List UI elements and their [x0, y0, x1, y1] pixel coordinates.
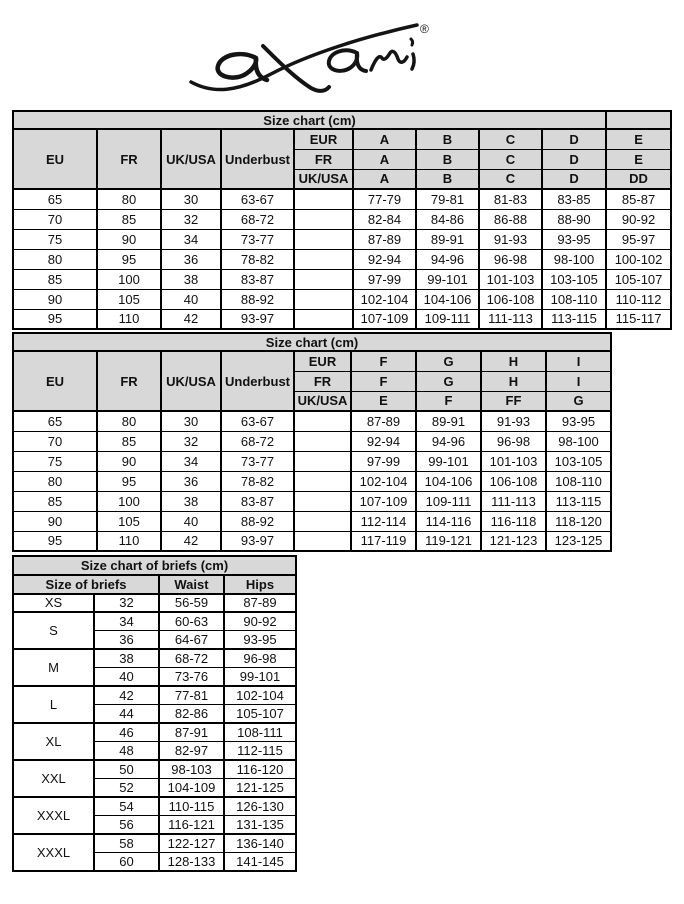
- bust-range-cell: 83-85: [542, 189, 606, 209]
- size-cell: 90: [13, 289, 97, 309]
- briefs-size-row: [13, 834, 296, 853]
- bust-range-cell: 82-84: [353, 209, 416, 229]
- briefs-size-row: [13, 594, 296, 613]
- bust-range-cell: 116-118: [481, 511, 546, 531]
- size-cell: 95: [13, 309, 97, 329]
- table-title: Size chart (cm): [13, 333, 611, 351]
- cup-header: A: [353, 149, 416, 169]
- size-cell: 90: [97, 451, 161, 471]
- briefs-size-number-cell: 36: [94, 631, 159, 650]
- briefs-size-number-cell: 38: [94, 649, 159, 668]
- bra-size-chart-a-e: [12, 110, 672, 330]
- size-cell: 70: [13, 431, 97, 451]
- bust-range-cell: 107-109: [353, 309, 416, 329]
- bust-range-cell: 105-107: [606, 269, 671, 289]
- size-cell: 110: [97, 531, 161, 551]
- bust-range-cell: 121-123: [481, 531, 546, 551]
- hips-range-cell: 99-101: [224, 668, 296, 687]
- briefs-size-row: [13, 649, 296, 668]
- size-cell: 80: [13, 471, 97, 491]
- size-cell: 100: [97, 269, 161, 289]
- cup-header: F: [416, 391, 481, 411]
- hips-range-cell: 112-115: [224, 742, 296, 761]
- size-cell: 70: [13, 209, 97, 229]
- bust-range-cell: 93-95: [542, 229, 606, 249]
- cup-system-label: FR: [294, 149, 353, 169]
- bust-range-cell: 97-99: [353, 269, 416, 289]
- size-cell: 34: [161, 451, 221, 471]
- bust-range-cell: 92-94: [351, 431, 416, 451]
- bust-range-cell: 99-101: [416, 451, 481, 471]
- size-cell: 88-92: [221, 289, 294, 309]
- waist-range-cell: 82-86: [159, 705, 224, 724]
- col-header-underbust: Underbust: [221, 129, 294, 189]
- size-cell: 75: [13, 229, 97, 249]
- briefs-size-row: [13, 760, 296, 779]
- briefs-size-row: [13, 723, 296, 742]
- bust-range-cell: 96-98: [479, 249, 542, 269]
- briefs-size-number-cell: 50: [94, 760, 159, 779]
- col-header-size-of-briefs: Size of briefs: [13, 575, 159, 594]
- bust-range-cell: 102-104: [353, 289, 416, 309]
- bust-range-cell: 94-96: [416, 431, 481, 451]
- bust-range-cell: 93-95: [546, 411, 611, 431]
- col-header-eu: EU: [13, 351, 97, 411]
- size-cell: 93-97: [221, 531, 294, 551]
- hips-range-cell: 90-92: [224, 612, 296, 631]
- hips-range-cell: 121-125: [224, 779, 296, 798]
- bust-range-cell: 106-108: [481, 471, 546, 491]
- cup-header: C: [479, 149, 542, 169]
- size-cell: 78-82: [221, 249, 294, 269]
- size-cell: 65: [13, 189, 97, 209]
- waist-range-cell: 56-59: [159, 594, 224, 613]
- spacer-cell: [294, 269, 353, 289]
- cup-header: DD: [606, 169, 671, 189]
- bust-range-cell: 117-119: [351, 531, 416, 551]
- size-row: [13, 451, 611, 471]
- size-cell: 95: [97, 249, 161, 269]
- size-cell: 63-67: [221, 411, 294, 431]
- size-cell: 73-77: [221, 451, 294, 471]
- registered-trademark-mark: ®: [420, 22, 429, 36]
- bra-size-chart-f-i: [12, 332, 612, 552]
- size-cell: 80: [13, 249, 97, 269]
- briefs-size-number-cell: 46: [94, 723, 159, 742]
- size-cell: 83-87: [221, 491, 294, 511]
- waist-range-cell: 60-63: [159, 612, 224, 631]
- size-cell: 100: [97, 491, 161, 511]
- hips-range-cell: 96-98: [224, 649, 296, 668]
- cup-header: H: [481, 371, 546, 391]
- axami-logo-graphic: [185, 8, 455, 98]
- cup-header: C: [479, 129, 542, 149]
- bust-range-cell: 98-100: [542, 249, 606, 269]
- bust-range-cell: 89-91: [416, 411, 481, 431]
- cup-header: F: [351, 351, 416, 371]
- hips-range-cell: 102-104: [224, 686, 296, 705]
- size-cell: 95: [97, 471, 161, 491]
- size-cell: 88-92: [221, 511, 294, 531]
- bust-range-cell: 79-81: [416, 189, 479, 209]
- size-cell: 95: [13, 531, 97, 551]
- cup-header: H: [481, 351, 546, 371]
- bust-range-cell: 107-109: [351, 491, 416, 511]
- bust-range-cell: 95-97: [606, 229, 671, 249]
- hips-range-cell: 87-89: [224, 594, 296, 613]
- briefs-size-number-cell: 48: [94, 742, 159, 761]
- table-title-row: [13, 111, 671, 129]
- bust-range-cell: 111-113: [481, 491, 546, 511]
- bust-range-cell: 90-92: [606, 209, 671, 229]
- size-row: [13, 189, 671, 209]
- size-cell: 38: [161, 269, 221, 289]
- size-cell: 105: [97, 289, 161, 309]
- waist-range-cell: 77-81: [159, 686, 224, 705]
- waist-range-cell: 110-115: [159, 797, 224, 816]
- spacer-cell: [294, 209, 353, 229]
- bust-range-cell: 92-94: [353, 249, 416, 269]
- table-title: Size chart of briefs (cm): [13, 556, 296, 575]
- size-cell: 38: [161, 491, 221, 511]
- bust-range-cell: 100-102: [606, 249, 671, 269]
- cup-system-label: EUR: [294, 351, 351, 371]
- bust-range-cell: 109-111: [416, 309, 479, 329]
- cup-header: D: [542, 129, 606, 149]
- hips-range-cell: 93-95: [224, 631, 296, 650]
- size-row: [13, 289, 671, 309]
- size-cell: 73-77: [221, 229, 294, 249]
- spacer-cell: [294, 471, 351, 491]
- logo-i-stroke: [412, 54, 414, 69]
- spacer-cell: [294, 411, 351, 431]
- briefs-size-number-cell: 42: [94, 686, 159, 705]
- bra-chart-1-body: [13, 189, 671, 329]
- hips-range-cell: 126-130: [224, 797, 296, 816]
- size-row: [13, 309, 671, 329]
- cup-header: G: [416, 371, 481, 391]
- bust-range-cell: 99-101: [416, 269, 479, 289]
- briefs-size-number-cell: 58: [94, 834, 159, 853]
- waist-range-cell: 87-91: [159, 723, 224, 742]
- spacer-cell: [294, 229, 353, 249]
- col-header-ukusa: UK/USA: [161, 129, 221, 189]
- briefs-size-number-cell: 56: [94, 816, 159, 835]
- bust-range-cell: 110-112: [606, 289, 671, 309]
- hips-range-cell: 141-145: [224, 853, 296, 872]
- logo-m-stroke: [371, 51, 407, 70]
- size-group-cell: XXXL: [13, 797, 94, 834]
- bust-range-cell: 103-105: [542, 269, 606, 289]
- size-cell: 68-72: [221, 209, 294, 229]
- bust-range-cell: 119-121: [416, 531, 481, 551]
- size-row: [13, 229, 671, 249]
- cup-header: E: [606, 129, 671, 149]
- bust-range-cell: 97-99: [351, 451, 416, 471]
- cup-system-label: EUR: [294, 129, 353, 149]
- cup-header: FF: [481, 391, 546, 411]
- spacer-cell: [294, 309, 353, 329]
- bust-range-cell: 84-86: [416, 209, 479, 229]
- size-cell: 80: [97, 189, 161, 209]
- spacer-cell: [294, 189, 353, 209]
- bust-range-cell: 89-91: [416, 229, 479, 249]
- size-cell: 34: [161, 229, 221, 249]
- cup-header: I: [546, 351, 611, 371]
- waist-range-cell: 122-127: [159, 834, 224, 853]
- bust-range-cell: 104-106: [416, 471, 481, 491]
- size-cell: 42: [161, 531, 221, 551]
- cup-header: F: [351, 371, 416, 391]
- size-row: [13, 511, 611, 531]
- size-cell: 40: [161, 511, 221, 531]
- spacer-cell: [294, 289, 353, 309]
- bust-range-cell: 113-115: [546, 491, 611, 511]
- size-cell: 110: [97, 309, 161, 329]
- col-header-waist: Waist: [159, 575, 224, 594]
- cup-header: I: [546, 371, 611, 391]
- size-group-cell: L: [13, 686, 94, 723]
- size-row: [13, 411, 611, 431]
- table-title-row: [13, 333, 611, 351]
- cup-header: B: [416, 169, 479, 189]
- bust-range-cell: 123-125: [546, 531, 611, 551]
- cup-header: G: [546, 391, 611, 411]
- size-cell: 80: [97, 411, 161, 431]
- bust-range-cell: 96-98: [481, 431, 546, 451]
- waist-range-cell: 98-103: [159, 760, 224, 779]
- spacer-cell: [294, 511, 351, 531]
- bust-range-cell: 77-79: [353, 189, 416, 209]
- briefs-size-row: [13, 797, 296, 816]
- bust-range-cell: 87-89: [351, 411, 416, 431]
- spacer-cell: [294, 531, 351, 551]
- size-group-cell: XXXL: [13, 834, 94, 871]
- cup-system-label: FR: [294, 371, 351, 391]
- cup-header: A: [353, 129, 416, 149]
- spacer-cell: [294, 249, 353, 269]
- cup-header: D: [542, 169, 606, 189]
- briefs-size-number-cell: 34: [94, 612, 159, 631]
- bust-range-cell: 88-90: [542, 209, 606, 229]
- briefs-size-number-cell: 54: [94, 797, 159, 816]
- size-row: [13, 471, 611, 491]
- bust-range-cell: 108-110: [546, 471, 611, 491]
- hips-range-cell: 131-135: [224, 816, 296, 835]
- bust-range-cell: 91-93: [479, 229, 542, 249]
- waist-range-cell: 68-72: [159, 649, 224, 668]
- size-cell: 85: [13, 269, 97, 289]
- bust-range-cell: 87-89: [353, 229, 416, 249]
- bust-range-cell: 86-88: [479, 209, 542, 229]
- table-title: Size chart (cm): [13, 111, 606, 129]
- size-cell: 32: [161, 431, 221, 451]
- size-cell: 75: [13, 451, 97, 471]
- spacer-cell: [294, 431, 351, 451]
- waist-range-cell: 73-76: [159, 668, 224, 687]
- size-row: [13, 269, 671, 289]
- logo-a1-stroke: [218, 54, 267, 80]
- col-header-ukusa: UK/USA: [161, 351, 221, 411]
- size-cell: 85: [97, 431, 161, 451]
- waist-range-cell: 64-67: [159, 631, 224, 650]
- size-group-cell: XS: [13, 594, 94, 613]
- bust-range-cell: 104-106: [416, 289, 479, 309]
- briefs-size-chart: [12, 555, 297, 872]
- size-cell: 30: [161, 189, 221, 209]
- bust-range-cell: 112-114: [351, 511, 416, 531]
- cup-header: A: [353, 169, 416, 189]
- hips-range-cell: 105-107: [224, 705, 296, 724]
- cup-system-label: UK/USA: [294, 391, 351, 411]
- bust-range-cell: 106-108: [479, 289, 542, 309]
- brand-logo: [185, 8, 455, 98]
- col-header-fr: FR: [97, 129, 161, 189]
- logo-a2-stroke: [329, 50, 366, 71]
- size-cell: 36: [161, 471, 221, 491]
- size-cell: 85: [97, 209, 161, 229]
- bust-range-cell: 108-110: [542, 289, 606, 309]
- size-cell: 90: [97, 229, 161, 249]
- title-spacer-cell: [606, 111, 671, 129]
- size-cell: 36: [161, 249, 221, 269]
- cup-header: G: [416, 351, 481, 371]
- bust-range-cell: 85-87: [606, 189, 671, 209]
- briefs-size-row: [13, 686, 296, 705]
- bust-range-cell: 114-116: [416, 511, 481, 531]
- size-group-cell: M: [13, 649, 94, 686]
- size-cell: 65: [13, 411, 97, 431]
- bust-range-cell: 109-111: [416, 491, 481, 511]
- bust-range-cell: 102-104: [351, 471, 416, 491]
- header-row-eur: [13, 351, 611, 371]
- size-cell: 78-82: [221, 471, 294, 491]
- cup-system-label: UK/USA: [294, 169, 353, 189]
- briefs-size-row: [13, 612, 296, 631]
- size-group-cell: XXL: [13, 760, 94, 797]
- col-header-underbust: Underbust: [221, 351, 294, 411]
- size-cell: 30: [161, 411, 221, 431]
- size-cell: 83-87: [221, 269, 294, 289]
- bust-range-cell: 91-93: [481, 411, 546, 431]
- bust-range-cell: 115-117: [606, 309, 671, 329]
- bust-range-cell: 101-103: [479, 269, 542, 289]
- bust-range-cell: 111-113: [479, 309, 542, 329]
- size-row: [13, 531, 611, 551]
- bust-range-cell: 101-103: [481, 451, 546, 471]
- col-header-eu: EU: [13, 129, 97, 189]
- header-row-eur: [13, 129, 671, 149]
- size-cell: 32: [161, 209, 221, 229]
- size-group-cell: XL: [13, 723, 94, 760]
- cup-header: B: [416, 149, 479, 169]
- size-cell: 40: [161, 289, 221, 309]
- waist-range-cell: 82-97: [159, 742, 224, 761]
- size-row: [13, 431, 611, 451]
- size-group-cell: S: [13, 612, 94, 649]
- hips-range-cell: 116-120: [224, 760, 296, 779]
- cup-header: D: [542, 149, 606, 169]
- size-row: [13, 209, 671, 229]
- spacer-cell: [294, 491, 351, 511]
- bust-range-cell: 94-96: [416, 249, 479, 269]
- waist-range-cell: 128-133: [159, 853, 224, 872]
- size-cell: 90: [13, 511, 97, 531]
- briefs-size-number-cell: 44: [94, 705, 159, 724]
- cup-header: C: [479, 169, 542, 189]
- cup-header: B: [416, 129, 479, 149]
- cup-header: E: [606, 149, 671, 169]
- bust-range-cell: 98-100: [546, 431, 611, 451]
- cup-header: E: [351, 391, 416, 411]
- size-cell: 105: [97, 511, 161, 531]
- hips-range-cell: 108-111: [224, 723, 296, 742]
- logo-i-dot: [411, 39, 413, 45]
- table-title-row: [13, 556, 296, 575]
- size-cell: 42: [161, 309, 221, 329]
- waist-range-cell: 104-109: [159, 779, 224, 798]
- briefs-size-number-cell: 60: [94, 853, 159, 872]
- briefs-header-row: [13, 575, 296, 594]
- briefs-chart-body: [13, 594, 296, 872]
- size-cell: 93-97: [221, 309, 294, 329]
- briefs-size-number-cell: 32: [94, 594, 159, 613]
- bra-chart-2-body: [13, 411, 611, 551]
- size-row: [13, 491, 611, 511]
- briefs-size-number-cell: 40: [94, 668, 159, 687]
- bust-range-cell: 118-120: [546, 511, 611, 531]
- size-cell: 85: [13, 491, 97, 511]
- waist-range-cell: 116-121: [159, 816, 224, 835]
- spacer-cell: [294, 451, 351, 471]
- col-header-hips: Hips: [224, 575, 296, 594]
- size-row: [13, 249, 671, 269]
- bust-range-cell: 113-115: [542, 309, 606, 329]
- bust-range-cell: 81-83: [479, 189, 542, 209]
- bust-range-cell: 103-105: [546, 451, 611, 471]
- col-header-fr: FR: [97, 351, 161, 411]
- briefs-size-number-cell: 52: [94, 779, 159, 798]
- size-cell: 63-67: [221, 189, 294, 209]
- hips-range-cell: 136-140: [224, 834, 296, 853]
- size-cell: 68-72: [221, 431, 294, 451]
